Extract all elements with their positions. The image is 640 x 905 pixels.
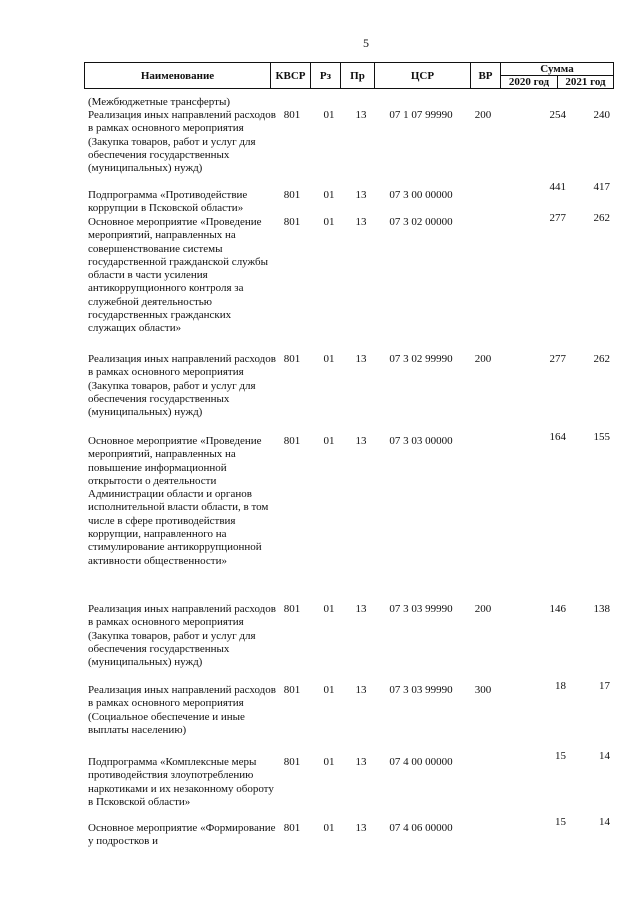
row-sum-2020: 441 — [549, 181, 566, 193]
header-name: Наименование — [85, 63, 271, 89]
row-pr: 13 — [355, 822, 367, 834]
row-csr: 07 3 03 00000 — [389, 435, 453, 447]
header-kvsr: КВСР — [271, 63, 311, 89]
header-pr: Пр — [341, 63, 375, 89]
row-csr: 07 3 02 99990 — [389, 353, 453, 365]
row-pr: 13 — [355, 189, 367, 201]
row-pr: 13 — [355, 684, 367, 696]
row-csr: 07 4 00 00000 — [389, 756, 453, 768]
row-name: Основное мероприятие «Проведение мероприятий, направленных на совершенствование системы государственной гражданской службы области в части усиления антикоррупционного контроля за служебной деятельностью государственных гражданских служащих области» — [88, 216, 268, 335]
row-sum-2020: 254 — [549, 109, 566, 121]
row-kvsr: 801 — [283, 684, 301, 696]
row-rz: 01 — [323, 189, 335, 201]
row-kvsr: 801 — [283, 353, 301, 365]
row-csr: 07 4 06 00000 — [389, 822, 453, 834]
row-name: Подпрограмма «Комплексные меры противодействия злоупотреблению наркотиками и их незаконному обороту в Псковской области» — [88, 756, 274, 808]
header-rz: Рз — [311, 63, 341, 89]
row-csr: 07 3 03 99990 — [389, 684, 453, 696]
row-sum-2021: 417 — [593, 181, 610, 193]
row-sum-2020: 277 — [549, 353, 566, 365]
row-name: Основное мероприятие «Проведение мероприятий, направленных на повышение информационной открытости о деятельности Администрации области и органов исполнительной власти области, в том числе в сфере противодействия коррупции, направленного на стимулирование антикоррупционной активности общественности» — [88, 435, 269, 567]
row-name: Реализация иных направлений расходов в рамках основного мероприятия (Закупка товаров, работ и услуг для обеспечения государственных (муниципальных) нужд) — [88, 353, 276, 419]
row-pr: 13 — [355, 603, 367, 615]
row-kvsr: 801 — [283, 435, 301, 447]
row-pr: 13 — [355, 109, 367, 121]
row-sum-2021: 155 — [593, 431, 610, 443]
row-kvsr: 801 — [283, 603, 301, 615]
row-kvsr: 801 — [283, 822, 301, 834]
row-vr: 200 — [474, 109, 492, 121]
row-csr: 07 3 02 00000 — [389, 216, 453, 228]
row-sum-2021: 240 — [593, 109, 610, 121]
row-rz: 01 — [323, 684, 335, 696]
row-kvsr: 801 — [283, 189, 301, 201]
row-sum-2021: 14 — [599, 816, 610, 828]
row-name: Реализация иных направлений расходов в рамках основного мероприятия (Закупка товаров, работ и услуг для обеспечения государственных (муниципальных) нужд) — [88, 603, 276, 669]
row-sum-2021: 14 — [599, 750, 610, 762]
row-rz: 01 — [323, 603, 335, 615]
row-rz: 01 — [323, 216, 335, 228]
row-rz: 01 — [323, 435, 335, 447]
row-sum-2020: 277 — [549, 212, 566, 224]
row-pr: 13 — [355, 216, 367, 228]
row-vr: 200 — [474, 603, 492, 615]
row-sum-2021: 262 — [593, 353, 610, 365]
row-name: Подпрограмма «Противодействие коррупции в Псковской области» — [88, 189, 248, 215]
row-csr: 07 3 03 99990 — [389, 603, 453, 615]
row-name: (Межбюджетные трансферты) — [88, 96, 230, 108]
row-kvsr: 801 — [283, 109, 301, 121]
row-sum-2021: 138 — [593, 603, 610, 615]
row-sum-2020: 15 — [555, 750, 566, 762]
header-2020: 2020 год — [501, 76, 558, 89]
row-rz: 01 — [323, 353, 335, 365]
row-kvsr: 801 — [283, 216, 301, 228]
row-csr: 07 3 00 00000 — [389, 189, 453, 201]
row-name: Основное мероприятие «Формирование у подростков и — [88, 822, 276, 848]
row-name: Реализация иных направлений расходов в рамках основного мероприятия (Закупка товаров, работ и услуг для обеспечения государственных (муниципальных) нужд) — [88, 109, 276, 175]
row-pr: 13 — [355, 756, 367, 768]
row-sum-2020: 146 — [549, 603, 566, 615]
row-rz: 01 — [323, 109, 335, 121]
row-sum-2021: 262 — [593, 212, 610, 224]
row-pr: 13 — [355, 353, 367, 365]
row-pr: 13 — [355, 435, 367, 447]
row-rz: 01 — [323, 822, 335, 834]
header-2021: 2021 год — [558, 76, 614, 89]
row-sum-2020: 164 — [549, 431, 566, 443]
row-csr: 07 1 07 99990 — [389, 109, 453, 121]
row-sum-2020: 18 — [555, 680, 566, 692]
page-number: 5 — [363, 36, 369, 50]
row-kvsr: 801 — [283, 756, 301, 768]
row-vr: 300 — [474, 684, 492, 696]
row-sum-2020: 15 — [555, 816, 566, 828]
row-vr: 200 — [474, 353, 492, 365]
header-vr: ВР — [471, 63, 501, 89]
row-name: Реализация иных направлений расходов в рамках основного мероприятия (Социальное обеспечение и иные выплаты населению) — [88, 684, 276, 736]
header-sum: Сумма — [501, 63, 614, 76]
row-sum-2021: 17 — [599, 680, 610, 692]
row-rz: 01 — [323, 756, 335, 768]
table-header — [84, 62, 614, 89]
header-csr: ЦСР — [375, 63, 471, 89]
